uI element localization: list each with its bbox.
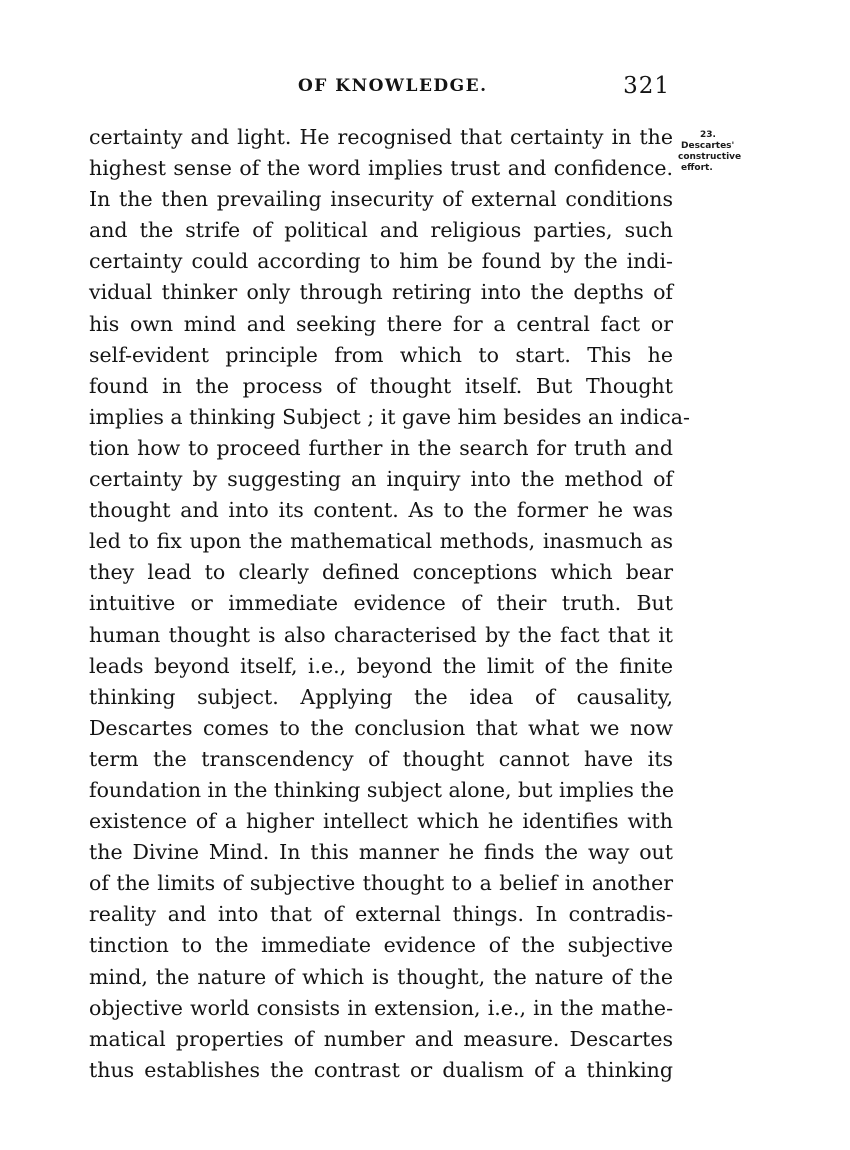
text-line: self-evident principle from which to start. This he [89, 342, 673, 367]
text-line: led to fix upon the mathematical methods, inasmuch as [89, 529, 673, 554]
text-line: human thought is also characterised by the fact that it [89, 622, 673, 647]
margin-note-line: constructive [678, 152, 742, 162]
page-number: 321 [623, 73, 670, 99]
text-line: intuitive or immediate evidence of their truth. But [89, 591, 673, 616]
body-text [89, 122, 690, 1086]
text-line: certainty by suggesting an inquiry into the method of [89, 467, 673, 492]
margin-note-number: 23. [700, 130, 716, 140]
text-line: foundation in the thinking subject alone, but implies the [89, 777, 675, 802]
text-line: highest sense of the word implies trust and confidence. [89, 156, 673, 181]
text-line: matical properties of number and measure. Descartes [89, 1026, 673, 1051]
text-line: tinction to the immediate evidence of the subjective [89, 933, 673, 958]
text-line: thought and into its content. As to the former he was [89, 498, 673, 523]
text-line: his own mind and seeking there for a central fact or [89, 311, 673, 336]
text-line: tion how to proceed further in the search for truth and [89, 435, 673, 460]
text-line: certainty could according to him be found by the indi- [89, 249, 673, 274]
text-line: term the transcendency of thought cannot have its [89, 746, 673, 771]
text-line: objective world consists in extension, i.e., in the mathe- [89, 995, 673, 1020]
text-line: leads beyond itself, i.e., beyond the limit of the finite [89, 653, 673, 678]
text-line: reality and into that of external things. In contradis- [89, 902, 673, 927]
running-title: OF KNOWLEDGE. [298, 76, 488, 96]
text-line: certainty and light. He recognised that certainty in the [89, 125, 673, 149]
text-line: vidual thinker only through retiring into the depths of [89, 280, 673, 305]
margin-note-line: Descartes' [681, 141, 735, 151]
margin-note [678, 130, 770, 174]
text-line: and the strife of political and religious parties, such [89, 218, 673, 243]
text-line: they lead to clearly defined conceptions which bear [89, 560, 673, 585]
text-line: thinking subject. Applying the idea of causality, [89, 684, 673, 709]
running-head [90, 66, 670, 106]
text-line: thus establishes the contrast or dualism of a thinking [89, 1057, 673, 1082]
text-line: found in the process of thought itself. But Thought [89, 373, 673, 398]
margin-note-line: effort. [681, 163, 713, 173]
text-line: In the then prevailing insecurity of external conditions [89, 187, 673, 212]
text-line: of the limits of subjective thought to a belief in another [89, 871, 673, 896]
text-line: existence of a higher intellect which he identifies with [89, 809, 673, 834]
text-line: implies a thinking Subject ; it gave him besides an indica- [89, 404, 690, 429]
text-line: Descartes comes to the conclusion that what we now [89, 715, 673, 740]
text-line: mind, the nature of which is thought, the nature of the [89, 964, 673, 989]
text-line: the Divine Mind. In this manner he finds the way out [89, 840, 673, 865]
